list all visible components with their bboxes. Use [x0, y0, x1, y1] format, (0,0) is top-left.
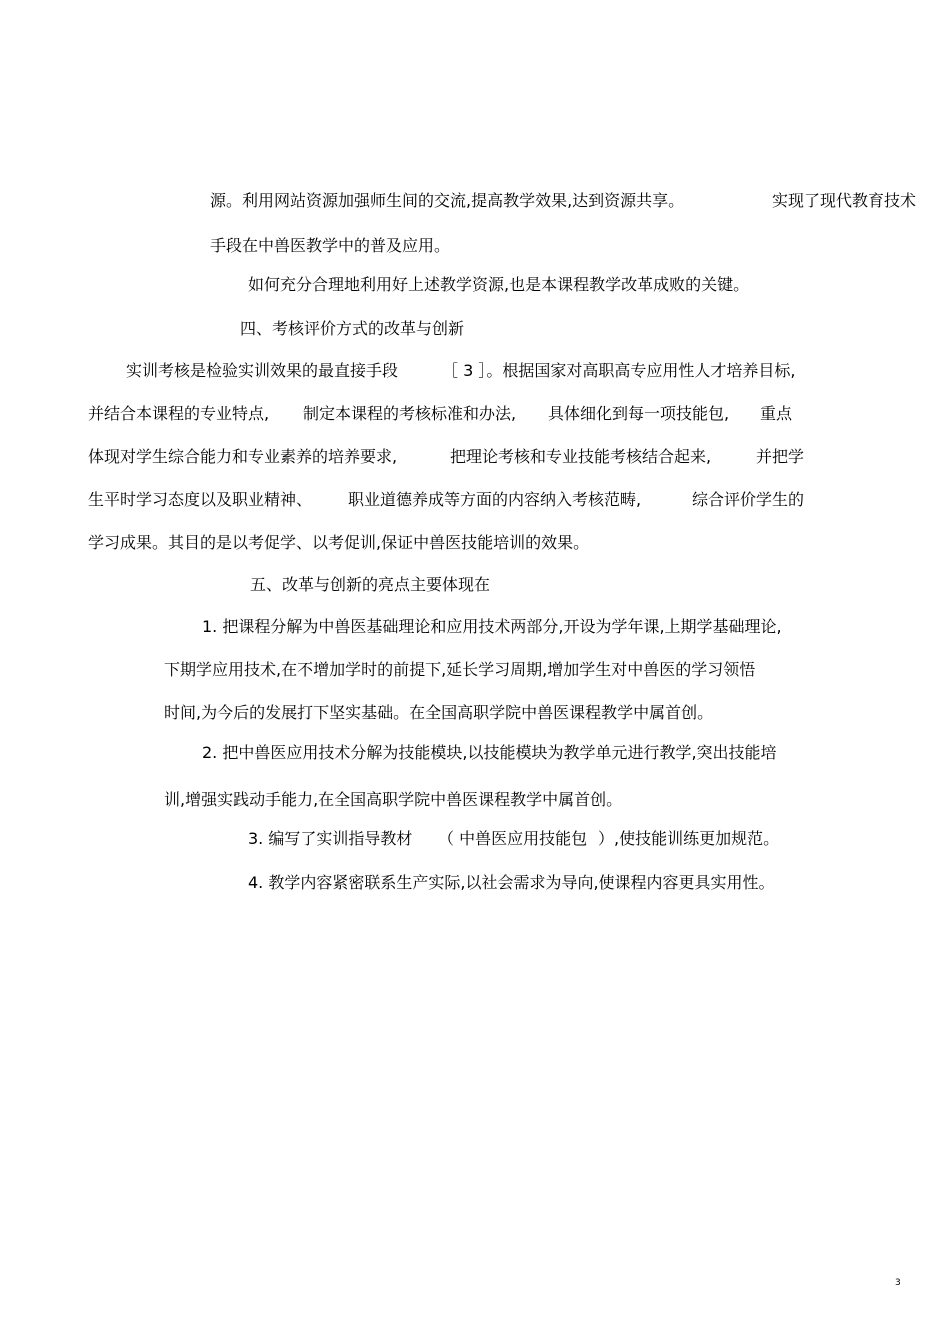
text-line — [126, 360, 826, 382]
text-line — [164, 659, 824, 681]
text-line — [164, 789, 764, 811]
text-segment: 下期学应用技术,在不增加学时的前提下,延长学习周期,增加学生对中兽医的学习领悟 — [164, 660, 756, 679]
text-segment: 2. 把中兽医应用技术分解为技能模块,以技能模块为教学单元进行教学,突出技能培 — [202, 743, 777, 762]
text-line — [210, 235, 610, 257]
text-segment: 并把学 — [756, 447, 805, 466]
text-segment: 综合评价学生的 — [692, 490, 805, 509]
text-segment: 具体细化到每一项技能包, — [548, 404, 730, 423]
text-segment: （ 中兽医应用技能包 — [438, 829, 588, 848]
text-segment: 体现对学生综合能力和专业素养的培养要求, — [88, 447, 398, 466]
text-line — [88, 489, 828, 511]
text-segment: 并结合本课程的专业特点, — [88, 404, 270, 423]
text-line — [88, 532, 688, 554]
text-segment: 生平时学习态度以及职业精神、 — [88, 490, 313, 509]
text-segment: 把理论考核和专业技能考核结合起来, — [450, 447, 712, 466]
text-segment: 时间,为今后的发展打下坚实基础。在全国高职学院中兽医课程教学中属首创。 — [164, 703, 714, 722]
text-segment: ［ 3 ］。根据国家对高职高专应用性人才培养目标, — [442, 361, 796, 380]
text-segment: 源。利用网站资源加强师生间的交流,提高教学效果,达到资源共享。 — [210, 191, 685, 210]
list-item — [202, 616, 822, 638]
text-segment: 手段在中兽医教学中的普及应用。 — [210, 236, 451, 255]
text-segment: 1. 把课程分解为中兽医基础理论和应用技术两部分,开设为学年课,上期学基础理论, — [202, 617, 782, 636]
text-segment: 3. 编写了实训指导教材 — [248, 829, 413, 848]
text-segment: 五、改革与创新的亮点主要体现在 — [250, 575, 491, 594]
text-segment: 如何充分合理地利用好上述教学资源,也是本课程教学改革成败的关键。 — [248, 275, 750, 294]
text-line — [88, 446, 828, 468]
text-segment: 4. 教学内容紧密联系生产实际,以社会需求为导向,使课程内容更具实用性。 — [248, 873, 775, 892]
text-segment: 训,增强实践动手能力,在全国高职学院中兽医课程教学中属首创。 — [164, 790, 623, 809]
text-segment: ）,使技能训练更加规范。 — [598, 829, 780, 848]
text-segment: 实训考核是检验实训效果的最直接手段 — [126, 361, 399, 380]
list-item — [202, 742, 822, 764]
text-segment: 四、考核评价方式的改革与创新 — [240, 319, 465, 338]
text-segment: 重点 — [760, 404, 793, 423]
text-line — [164, 702, 804, 724]
text-segment: 制定本课程的考核标准和办法, — [303, 404, 517, 423]
text-line — [210, 190, 930, 212]
text-line — [88, 403, 828, 425]
text-segment: 实现了现代教育技术 — [772, 191, 917, 210]
text-line — [248, 274, 848, 296]
section-heading — [250, 574, 650, 596]
list-item — [248, 872, 848, 894]
section-heading — [240, 318, 640, 340]
list-item — [248, 828, 848, 850]
page-number: 3 — [895, 1278, 901, 1288]
text-segment: 学习成果。其目的是以考促学、以考促训,保证中兽医技能培训的效果。 — [88, 533, 590, 552]
text-segment: 职业道德养成等方面的内容纳入考核范畴, — [348, 490, 642, 509]
